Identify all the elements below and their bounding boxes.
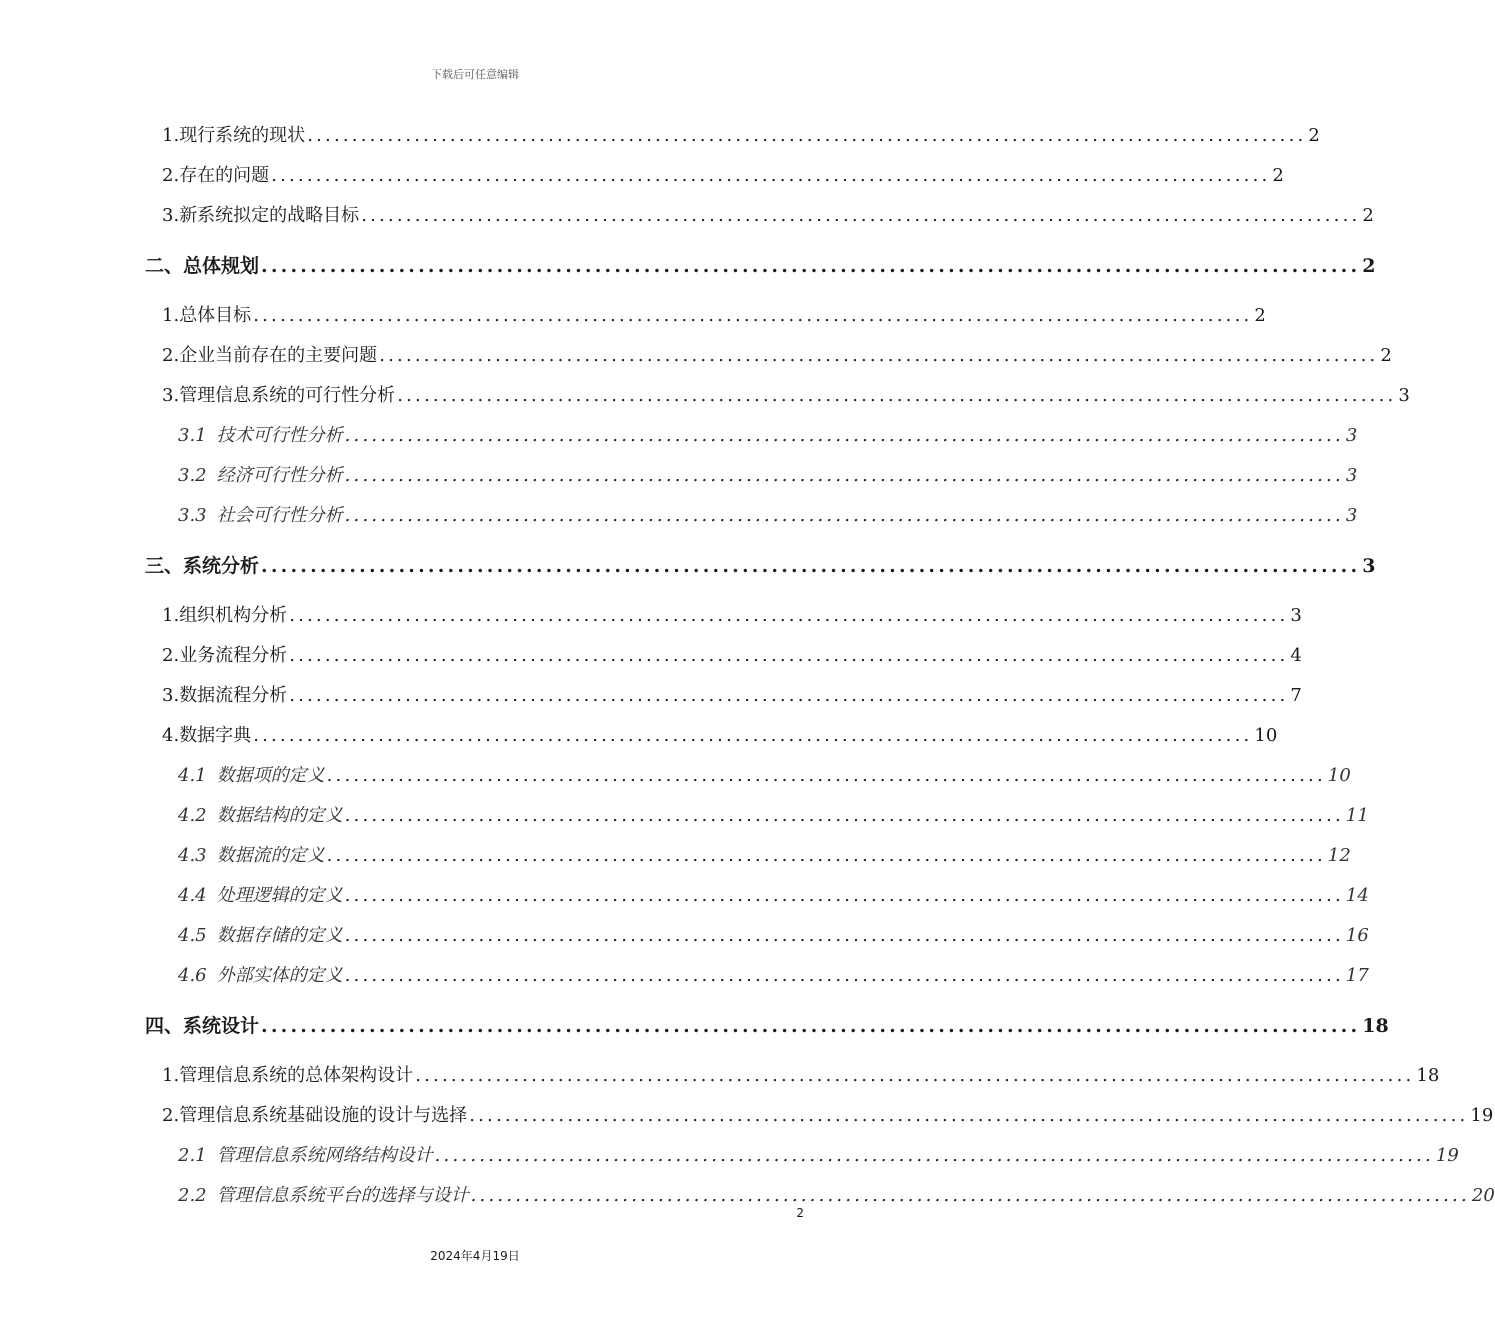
toc-entry-page: 10	[1254, 725, 1278, 746]
toc-leader-dots: ................................................................................................................	[469, 1105, 1469, 1126]
toc-entry-title: 业务流程分析	[179, 645, 288, 666]
toc-entry-number: 4.1	[178, 765, 207, 786]
toc-entry-number: 3.3	[178, 505, 207, 526]
toc-leader-dots: ................................................................................................................	[344, 925, 1344, 946]
toc-entry-title: 技术可行性分析	[216, 425, 343, 446]
toc-entry-page: 2	[1362, 205, 1374, 226]
toc-entry-number: 2.	[162, 645, 180, 666]
toc-entry-title: 总体规划	[183, 255, 260, 277]
toc-subentry[interactable]	[178, 1182, 1495, 1210]
toc-entry-page: 18	[1362, 1015, 1389, 1037]
toc-entry-page: 3	[1345, 505, 1358, 526]
toc-leader-dots: ................................................................................................................	[261, 255, 1361, 277]
toc-entry-number: 2.1	[178, 1145, 207, 1166]
toc-heading-entry[interactable]	[145, 1012, 1389, 1040]
footer-date: 2024年4月19日	[430, 1249, 520, 1263]
toc-subentry[interactable]	[178, 762, 1351, 790]
toc-entry-number: 3.	[162, 205, 180, 226]
toc-heading-entry[interactable]	[145, 252, 1376, 280]
toc-subentry[interactable]	[178, 502, 1358, 530]
toc-leader-dots: ................................................................................................................	[344, 965, 1344, 986]
toc-entry-title: 数据流的定义	[216, 845, 325, 866]
toc-entry-number: 三、	[145, 555, 184, 577]
toc-entry-title: 组织机构分析	[179, 605, 288, 626]
toc-entry[interactable]	[162, 722, 1278, 750]
toc-entry-number: 3.	[162, 685, 180, 706]
toc-entry-number: 2.	[162, 345, 180, 366]
toc-leader-dots: ................................................................................................................	[344, 505, 1344, 526]
toc-leader-dots: ................................................................................................................	[253, 305, 1253, 326]
toc-leader-dots: ................................................................................................................	[289, 645, 1289, 666]
toc-entry-page: 14	[1345, 885, 1369, 906]
toc-subentry[interactable]	[178, 882, 1369, 910]
toc-entry-title: 数据流程分析	[179, 685, 288, 706]
toc-entry-number: 1.	[162, 605, 180, 626]
toc-leader-dots: ................................................................................................................	[289, 605, 1289, 626]
toc-subentry[interactable]	[178, 802, 1369, 830]
toc-entry-page: 19	[1470, 1105, 1494, 1126]
toc-entry[interactable]	[162, 682, 1302, 710]
toc-subentry[interactable]	[178, 1142, 1459, 1170]
toc-entry-page: 11	[1345, 805, 1369, 826]
toc-entry[interactable]	[162, 162, 1284, 190]
toc-entry-number: 4.4	[178, 885, 207, 906]
toc-entry-title: 社会可行性分析	[216, 505, 343, 526]
toc-entry-title: 系统设计	[183, 1015, 260, 1037]
toc-entry[interactable]	[162, 642, 1302, 670]
toc-leader-dots: ................................................................................................................	[271, 165, 1271, 186]
toc-entry-page: 3	[1290, 605, 1302, 626]
toc-entry-title: 存在的问题	[179, 165, 270, 186]
toc-entry-title: 现行系统的现状	[179, 125, 306, 146]
toc-leader-dots: ................................................................................................................	[470, 1185, 1470, 1206]
toc-entry-title: 外部实体的定义	[216, 965, 343, 986]
toc-entry-number: 1.	[162, 125, 180, 146]
toc-entry-page: 3	[1362, 555, 1376, 577]
toc-entry-title: 处理逻辑的定义	[216, 885, 343, 906]
toc-leader-dots: ................................................................................................................	[326, 765, 1326, 786]
toc-entry-title: 管理信息系统的总体架构设计	[179, 1065, 414, 1086]
toc-entry-page: 4	[1290, 645, 1302, 666]
toc-entry-page: 10	[1327, 765, 1351, 786]
toc-entry-page: 2	[1272, 165, 1284, 186]
toc-entry-title: 管理信息系统网络结构设计	[216, 1145, 433, 1166]
toc-entry-title: 总体目标	[179, 305, 252, 326]
toc-subentry[interactable]	[178, 922, 1369, 950]
toc-subentry[interactable]	[178, 842, 1351, 870]
toc-entry-page: 17	[1345, 965, 1369, 986]
toc-entry[interactable]	[162, 602, 1302, 630]
toc-heading-entry[interactable]	[145, 552, 1376, 580]
toc-entry-page: 12	[1327, 845, 1351, 866]
toc-entry-number: 4.3	[178, 845, 207, 866]
toc-leader-dots: ................................................................................................................	[361, 205, 1361, 226]
toc-entry-title: 数据结构的定义	[216, 805, 343, 826]
toc-entry-title: 管理信息系统基础设施的设计与选择	[179, 1105, 468, 1126]
toc-entry-number: 1.	[162, 1065, 180, 1086]
toc-entry-page: 2	[1362, 255, 1376, 277]
toc-leader-dots: ................................................................................................................	[344, 885, 1344, 906]
toc-entry-page: 2	[1254, 305, 1266, 326]
toc-entry-page: 7	[1290, 685, 1302, 706]
toc-entry-page: 3	[1398, 385, 1410, 406]
toc-entry-page: 18	[1416, 1065, 1440, 1086]
toc-entry-number: 3.1	[178, 425, 207, 446]
toc-entry-number: 4.	[162, 725, 180, 746]
toc-leader-dots: ................................................................................................................	[344, 465, 1344, 486]
toc-leader-dots: ................................................................................................................	[379, 345, 1379, 366]
toc-entry-number: 4.6	[178, 965, 207, 986]
toc-entry-number: 2.2	[178, 1185, 207, 1206]
toc-entry-title: 数据存储的定义	[216, 925, 343, 946]
toc-entry[interactable]	[162, 302, 1266, 330]
toc-entry-title: 经济可行性分析	[216, 465, 343, 486]
toc-entry-title: 企业当前存在的主要问题	[179, 345, 378, 366]
toc-entry-page: 2	[1380, 345, 1392, 366]
toc-entry[interactable]	[162, 202, 1374, 230]
toc-entry-number: 3.	[162, 385, 180, 406]
toc-entry-title: 管理信息系统平台的选择与设计	[216, 1185, 469, 1206]
toc-subentry[interactable]	[178, 462, 1358, 490]
toc-leader-dots: ................................................................................................................	[344, 425, 1344, 446]
toc-entry-number: 4.5	[178, 925, 207, 946]
toc-leader-dots: ................................................................................................................	[434, 1145, 1434, 1166]
toc-entry[interactable]	[162, 1062, 1440, 1090]
toc-leader-dots: ................................................................................................................	[253, 725, 1253, 746]
toc-leader-dots: ................................................................................................................	[326, 845, 1326, 866]
toc-entry-number: 4.2	[178, 805, 207, 826]
toc-entry-page: 3	[1345, 465, 1358, 486]
toc-leader-dots: ................................................................................................................	[289, 685, 1289, 706]
toc-entry[interactable]	[162, 122, 1320, 150]
toc-entry-title: 系统分析	[183, 555, 260, 577]
toc-entry-number: 3.2	[178, 465, 207, 486]
toc-leader-dots: ................................................................................................................	[261, 555, 1361, 577]
toc-entry-title: 数据项的定义	[216, 765, 325, 786]
toc-entry-number: 四、	[145, 1015, 184, 1037]
toc-entry-title: 管理信息系统的可行性分析	[179, 385, 396, 406]
toc-subentry[interactable]	[178, 422, 1358, 450]
toc-entry-page: 2	[1308, 125, 1320, 146]
toc-leader-dots: ................................................................................................................	[307, 125, 1307, 146]
toc-leader-dots: ................................................................................................................	[261, 1015, 1361, 1037]
toc-leader-dots: ................................................................................................................	[397, 385, 1397, 406]
toc-entry-page: 16	[1345, 925, 1369, 946]
toc-entry-page: 19	[1435, 1145, 1459, 1166]
toc-leader-dots: ................................................................................................................	[415, 1065, 1415, 1086]
toc-entry[interactable]	[162, 1102, 1494, 1130]
toc-entry-page: 3	[1345, 425, 1358, 446]
toc-entry-title: 新系统拟定的战略目标	[179, 205, 360, 226]
footer-page-number: 2	[796, 1206, 804, 1220]
toc-entry-number: 2.	[162, 165, 180, 186]
toc-entry-title: 数据字典	[179, 725, 252, 746]
toc-entry-number: 1.	[162, 305, 180, 326]
toc-entry[interactable]	[162, 342, 1392, 370]
toc-leader-dots: ................................................................................................................	[344, 805, 1344, 826]
toc-entry[interactable]	[162, 382, 1410, 410]
page-header: 下载后可任意编辑	[431, 68, 519, 81]
toc-entry-number: 2.	[162, 1105, 180, 1126]
toc-subentry[interactable]	[178, 962, 1369, 990]
toc-entry-number: 二、	[145, 255, 184, 277]
toc-entry-page: 20	[1471, 1185, 1495, 1206]
